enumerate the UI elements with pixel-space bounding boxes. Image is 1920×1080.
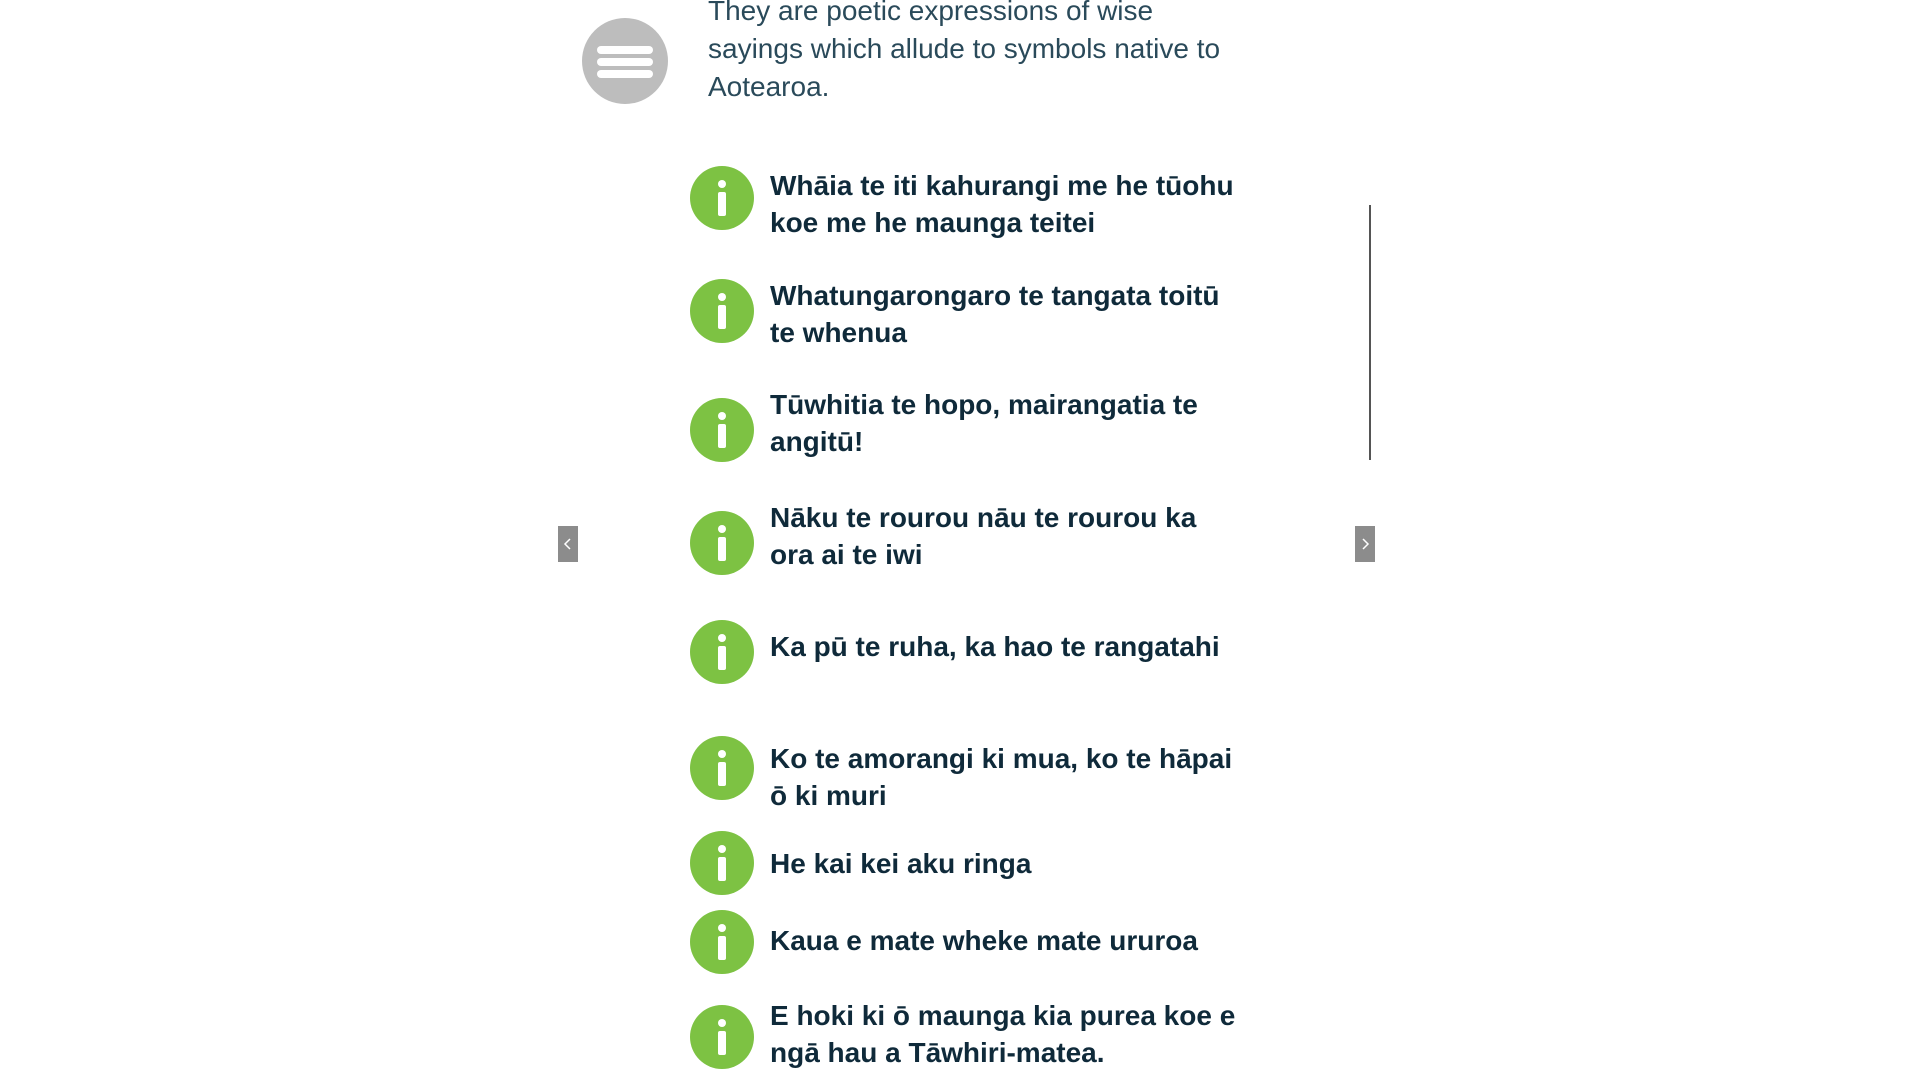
proverb-text: Kaua e mate wheke mate ururoa [770, 925, 1198, 956]
proverb-text: He kai kei aku ringa [770, 848, 1032, 879]
proverb-text: E hoki ki ō maunga kia purea koe e ngā hau a Tāwhiri-matea. [770, 1000, 1236, 1068]
proverb-text: Nāku te rourou nāu te rourou ka ora ai te iwi [770, 502, 1197, 570]
proverb-list [690, 0, 1250, 1080]
menu-button[interactable] [582, 18, 668, 104]
proverb-text: Whatungarongaro te tangata toitū te whenua [770, 280, 1220, 348]
info-icon[interactable] [690, 398, 754, 462]
intro-text: They are poetic expressions of wise sayings which allude to symbols native to Aotearoa. [708, 0, 1221, 102]
info-icon[interactable] [690, 511, 754, 575]
proverb-text: Tūwhitia te hopo, mairangatia te angitū! [770, 389, 1198, 457]
info-icon[interactable] [690, 1005, 754, 1069]
previous-page-button[interactable] [558, 526, 578, 562]
proverb-text: Whāia te iti kahurangi me he tūohu koe me he maunga teitei [770, 170, 1234, 238]
chevron-left-icon [563, 538, 573, 550]
chevron-right-icon [1360, 538, 1370, 550]
info-icon[interactable] [690, 620, 754, 684]
info-icon[interactable] [690, 831, 754, 895]
info-icon[interactable] [690, 166, 754, 230]
info-icon[interactable] [690, 910, 754, 974]
info-icon[interactable] [690, 279, 754, 343]
next-page-button[interactable] [1355, 526, 1375, 562]
proverb-text: Ko te amorangi ki mua, ko te hāpai ō ki muri [770, 743, 1233, 811]
proverb-text: Ka pū te ruha, ka hao te rangatahi [770, 631, 1220, 662]
scroll-indicator[interactable] [1369, 205, 1371, 460]
info-icon[interactable] [690, 736, 754, 800]
